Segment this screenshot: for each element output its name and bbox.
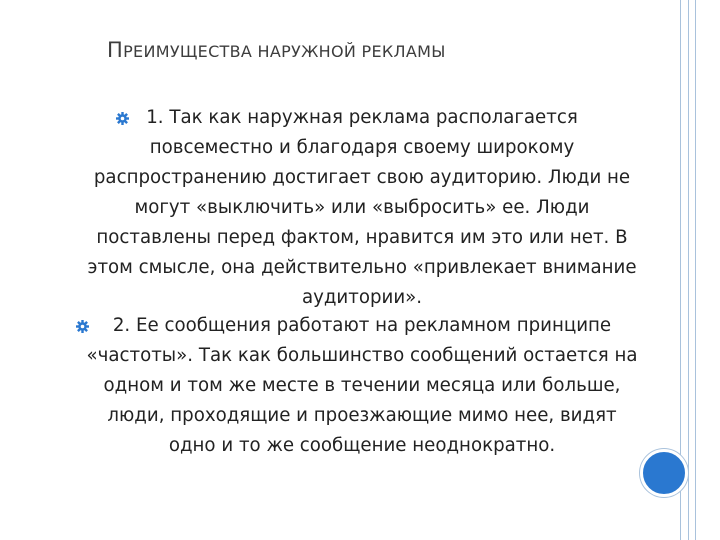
decorative-rule xyxy=(695,0,696,540)
bullet-text-1: 1. Так как наружная реклама располагается повсеместно и благодаря своему широкому распространению достигает свою аудиторию. Люди не могут «выключить» или «выбросить» ее. Люди поставлены перед фактом, нравится им это или нет. В этом смысле, она действительно «привлекает внимание аудитории». xyxy=(87,107,637,308)
circle-ornament xyxy=(640,449,688,497)
slide-title xyxy=(107,38,446,62)
title-rest: РЕИМУЩЕСТВА НАРУЖНОЙ РЕКЛАМЫ xyxy=(123,42,446,61)
bullet-text-2: 2. Ее сообщения работают на рекламном принципе «частоты». Так как большинство сообщений остается на одном и том же месте в течении месяца или больше, люди, проходящие и проезжающие мимо нее, видят одно и то же сообщение неоднократно. xyxy=(86,315,638,456)
title-first-letter: П xyxy=(107,38,124,62)
decorative-rule xyxy=(688,0,689,540)
